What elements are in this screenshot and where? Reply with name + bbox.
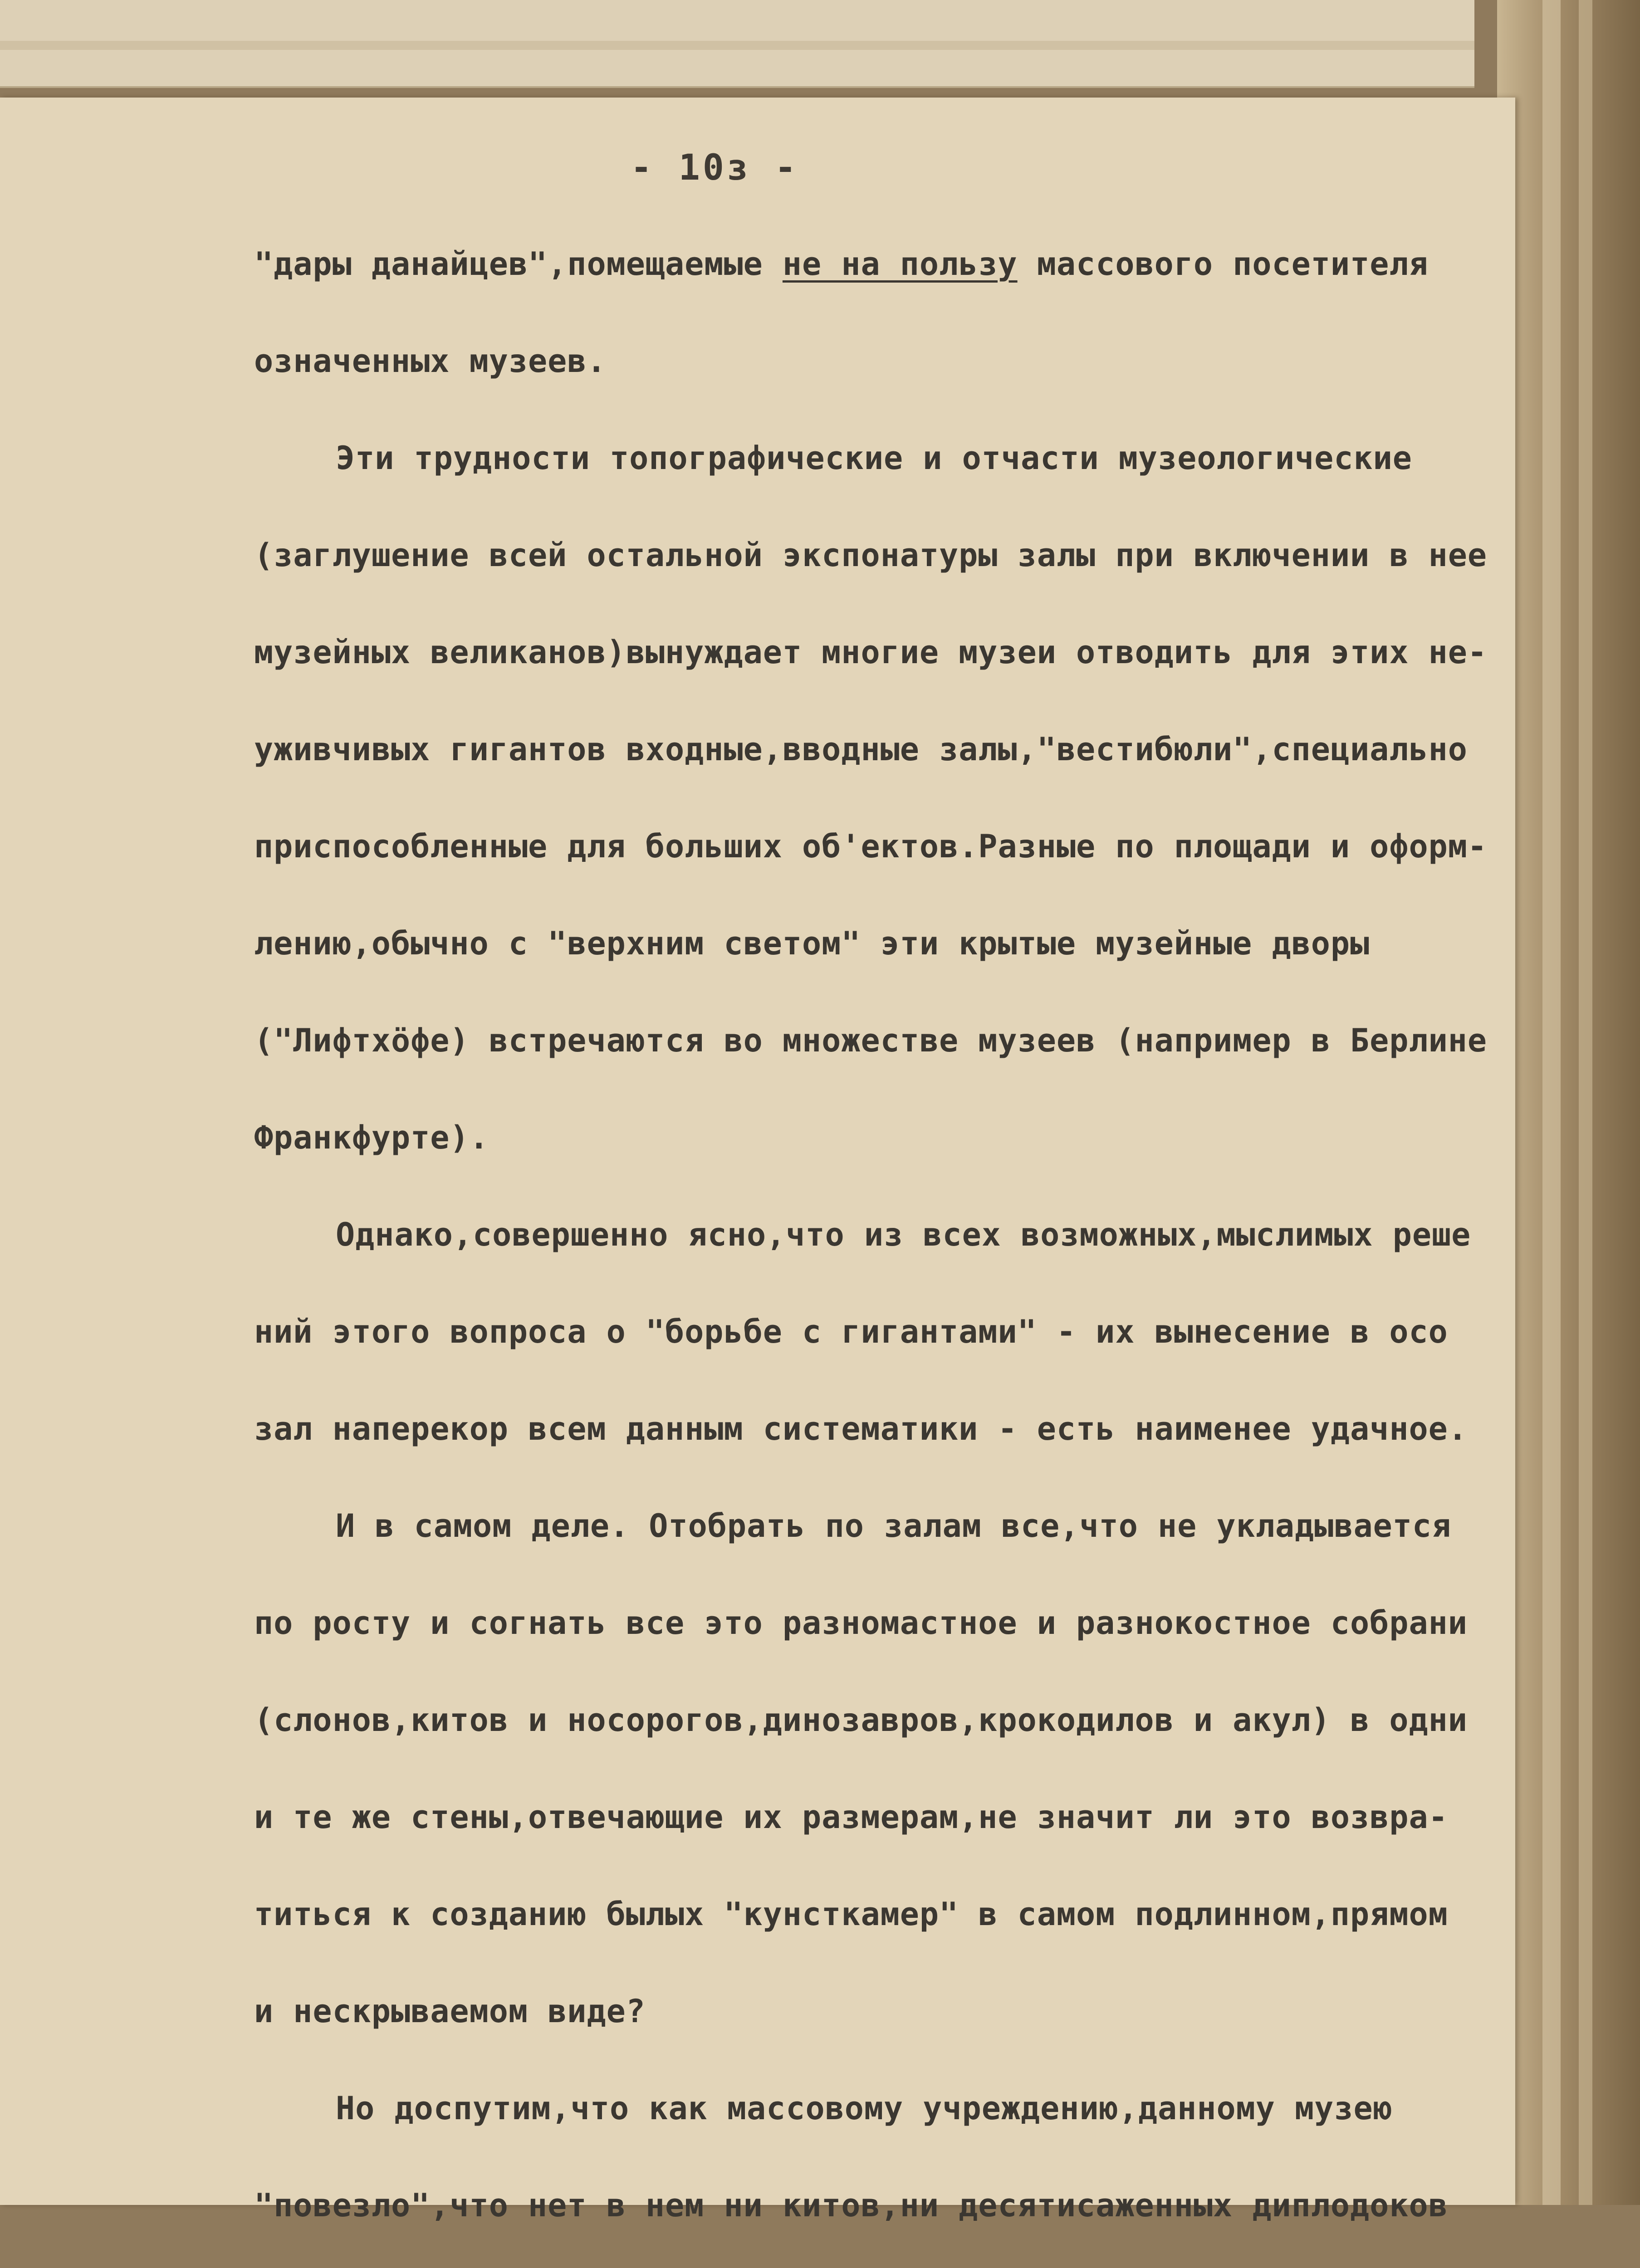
text-line: приспособленные для больших об'ектов.Разные по площади и оформ- [254,828,1488,865]
stacked-page-edge-1 [1542,0,1561,2205]
paragraph-start-line: Эти трудности топографические и отчасти музеологические [336,440,1412,477]
text-line: и нескрываемом виде? [254,1993,646,2030]
text-line: лению,обычно с "верхним светом" эти крытые музейные дворы [254,925,1370,962]
text-line: ний этого вопроса о "борьбе с гигантами" - их вынесение в осо [254,1313,1448,1350]
page-number: - 10з - [631,147,799,188]
text-line: (заглушение всей остальной экспонатуры залы при включении в нее [254,537,1488,574]
background-sheet-edge [0,41,1474,50]
underlined-phrase: не на пользу [782,245,1018,283]
text-line [254,215,1515,313]
text-line: титься к созданию былых "кунсткамер" в самом подлинном,прямом [254,1896,1448,1933]
text-line: зал наперекор всем данным систематики - есть наименее удачное. [254,1410,1468,1447]
stacked-pages-edge [1497,0,1640,2205]
typewritten-page [0,98,1515,2224]
stacked-page-edge-2 [1579,0,1592,2205]
text-line-segment: массового посетителя [1017,245,1429,283]
text-line: Франкфурте). [254,1119,489,1156]
text-line: по росту и согнать все это разномастное и разнокостное собрани [254,1604,1468,1642]
text-line: ("Лифтхöфе) встречаются во множестве музеев (например в Берлине [254,1022,1488,1059]
paragraph-start-line: Но доспутим,что как массовому учреждению,данному музею [336,2090,1393,2127]
text-line: уживчивых гигантов входные,вводные залы,"вестибюли",специально [254,731,1468,768]
page-body [254,215,1515,2224]
text-line: "повезло",что нет в нем ни китов,ни десятисаженных диплодоков [254,2187,1448,2224]
paragraph-start-line: И в самом деле. Отобрать по залам все,что не укладывается [336,1507,1452,1545]
text-line: (слонов,китов и носорогов,динозавров,крокодилов и акул) в одни [254,1701,1468,1739]
text-line: музейных великанов)вынуждает многие музеи отводить для этих не- [254,634,1488,671]
paragraph-start-line: Однако,совершенно ясно,что из всех возможных,мыслимых реше [336,1216,1471,1253]
text-line: означенных музеев. [254,342,607,380]
text-line: и те же стены,отвечающие их размерам,не значит ли это возвра- [254,1799,1448,1836]
text-line-segment: "дары данайцев",помещаемые [254,245,783,283]
text-line [254,2254,1515,2268]
